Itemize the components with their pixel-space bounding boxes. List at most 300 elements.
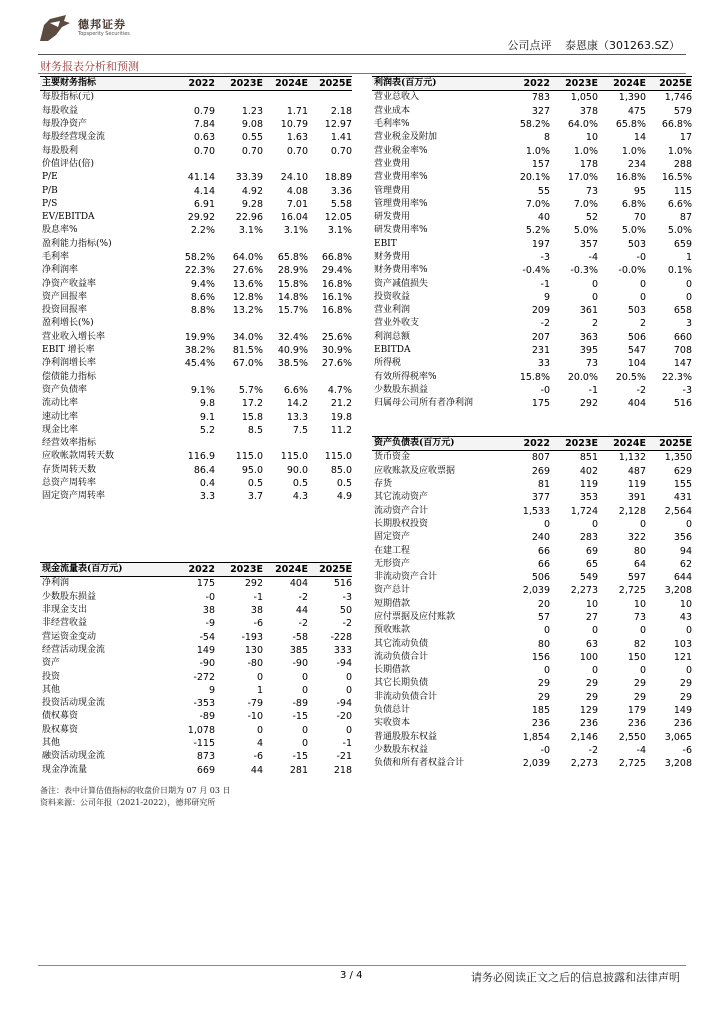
row-value: 29 [585, 691, 598, 703]
row-value: -20 [336, 711, 352, 723]
row-value: -10 [247, 711, 263, 723]
row-value: 28.9% [277, 265, 308, 277]
table-row [40, 577, 352, 591]
row-value: 10 [585, 598, 598, 610]
row-value [215, 238, 263, 251]
table-header-row [40, 77, 352, 91]
row-label: 归属母公司所有者净利润 [374, 398, 474, 409]
row-value: 43 [679, 612, 692, 623]
financial-indicators-table [40, 76, 352, 504]
row-value: 0.1% [667, 265, 692, 277]
row-value: 218 [333, 764, 352, 776]
row-value: -90 [199, 658, 215, 670]
row-value: 333 [333, 644, 352, 656]
row-label: 净利润率 [42, 265, 79, 276]
row-value: 1 [256, 684, 263, 696]
row-value: 660 [673, 331, 692, 343]
row-value: 402 [579, 465, 598, 477]
row-value: 0 [256, 671, 263, 683]
row-value: 29 [679, 678, 692, 690]
row-value: 4 [256, 738, 263, 749]
row-label: 营业税金及附加 [374, 132, 438, 143]
row-value: 41.14 [187, 172, 215, 184]
row-value [263, 371, 308, 384]
row-value: 503 [627, 238, 646, 250]
row-value: 1.0% [621, 145, 646, 157]
row-label: 负债和所有者权益合计 [374, 758, 465, 769]
row-value: 70 [633, 212, 646, 224]
row-value: 29 [537, 678, 550, 690]
row-value: 0 [591, 278, 598, 290]
table-row [372, 651, 692, 664]
row-value: 5.7% [238, 384, 263, 396]
row-value: 44 [295, 605, 308, 617]
table-row [372, 331, 692, 344]
income-statement-table [372, 76, 692, 410]
year-header: 2023E [215, 77, 263, 91]
row-value: 3 [685, 318, 692, 330]
table-row [40, 410, 352, 423]
row-value: -0 [540, 384, 550, 396]
row-value: 34.0% [232, 331, 263, 343]
table-row [372, 504, 692, 517]
row-value: 87 [679, 212, 692, 224]
row-value: 363 [579, 331, 598, 343]
row-value: 197 [531, 238, 550, 250]
table-row [40, 171, 352, 184]
row-label: 实收资本 [374, 718, 411, 729]
row-label: 财务费用 [374, 252, 411, 262]
row-value: 391 [627, 492, 646, 504]
row-value: 27 [585, 612, 598, 623]
table-row [372, 264, 692, 277]
row-value: 4.08 [286, 185, 308, 197]
row-value: 103 [673, 638, 692, 650]
row-value: 2,725 [618, 585, 646, 597]
row-value [215, 317, 263, 330]
row-value: 506 [531, 572, 550, 584]
row-label: 每股收益 [42, 105, 79, 116]
table-row [372, 211, 692, 224]
row-value: 115.0 [235, 451, 263, 463]
row-label: 资产减值损失 [374, 278, 429, 289]
section-title: 财务报表分析和预测 [40, 60, 139, 73]
row-label: 偿债能力指标 [42, 371, 97, 382]
row-value: 69 [585, 545, 598, 557]
row-value: 327 [531, 105, 550, 117]
row-value: 44 [250, 764, 263, 776]
row-value: 58.2% [519, 119, 550, 131]
row-value: 0.5 [292, 478, 308, 490]
year-header: 2024E [263, 563, 308, 577]
row-value: 209 [531, 305, 550, 317]
row-value: 292 [244, 578, 263, 590]
table-row [40, 277, 352, 290]
row-value: -1 [540, 278, 550, 290]
table-row [372, 291, 692, 304]
table-notes [40, 785, 231, 809]
row-value: 1,724 [570, 505, 598, 517]
row-label: 预收账款 [374, 625, 411, 636]
table-row [372, 171, 692, 184]
row-value: 2 [591, 318, 598, 330]
row-label: EBITDA [374, 345, 411, 356]
row-value: 0 [345, 684, 352, 696]
row-label: 非流动负债合计 [374, 691, 438, 702]
row-value: 12.05 [324, 212, 352, 224]
row-value: 65.8% [615, 119, 646, 131]
row-value: 357 [579, 238, 598, 250]
row-value: 0 [685, 665, 692, 677]
row-value: 487 [627, 465, 646, 477]
row-value: 81 [537, 479, 550, 491]
row-value: -0 [205, 591, 215, 603]
row-value: 8.5 [247, 424, 263, 436]
row-value: 0 [685, 518, 692, 530]
row-value: 27.6% [232, 265, 263, 277]
row-label: 其它流动资产 [374, 492, 429, 503]
row-value: 0 [685, 625, 692, 637]
row-value: 240 [531, 532, 550, 544]
row-value: 86.4 [193, 464, 215, 476]
row-label: 资产回报率 [42, 291, 88, 302]
row-value: 322 [627, 532, 646, 544]
table-row [372, 611, 692, 624]
row-label: 固定资产 [374, 532, 411, 543]
table-row [40, 670, 352, 683]
row-label: 少数股东损益 [374, 384, 429, 395]
row-value [308, 317, 352, 330]
table-row [372, 451, 692, 465]
row-value: 64.0% [567, 119, 598, 131]
row-value: 24.10 [280, 172, 308, 184]
row-value: 1,390 [618, 92, 646, 104]
row-value: 38.2% [184, 345, 215, 357]
table-row [40, 264, 352, 277]
row-value: 353 [579, 492, 598, 504]
table-row [40, 238, 352, 251]
row-value: 516 [673, 398, 692, 410]
row-value [308, 437, 352, 450]
row-value: 1.71 [286, 105, 308, 117]
footer-divider [38, 965, 686, 966]
table-row [40, 144, 352, 157]
row-label: 少数股东损益 [42, 591, 97, 602]
row-value: 404 [289, 578, 308, 590]
row-value: 2,564 [664, 505, 692, 517]
table-row [40, 710, 352, 723]
row-value: -0 [540, 744, 550, 756]
row-value: 178 [579, 158, 598, 170]
row-value: 0.5 [247, 478, 263, 490]
row-label: 固定资产周转率 [42, 491, 106, 502]
company-name: 泰恩康（301263.SZ） [564, 39, 680, 52]
row-value: 121 [673, 651, 692, 663]
row-value: 16.1% [321, 291, 352, 303]
row-value: -94 [336, 658, 352, 670]
row-label: 营业费用 [374, 158, 411, 169]
row-value: 669 [196, 764, 215, 776]
table-row [372, 518, 692, 531]
table-row [40, 131, 352, 144]
row-value: 16.8% [321, 278, 352, 290]
table-row [372, 344, 692, 357]
row-value: 0.79 [193, 105, 215, 117]
row-value: 15.8% [277, 278, 308, 290]
row-value: 129 [579, 705, 598, 717]
row-value: 95.0 [241, 464, 263, 476]
table-row [40, 198, 352, 211]
row-value: 14.8% [277, 291, 308, 303]
row-value: 3.36 [330, 185, 352, 197]
row-value: 0 [591, 665, 598, 677]
table-row [40, 184, 352, 197]
row-value: -353 [193, 698, 215, 710]
row-value: 12.8% [232, 291, 263, 303]
row-value: 516 [333, 578, 352, 590]
row-value: 62 [679, 558, 692, 570]
row-label: 速动比率 [42, 411, 79, 422]
table-header-row [40, 563, 352, 577]
row-value [263, 437, 308, 450]
table-row [372, 304, 692, 317]
table-title: 资产负债表(百万元) [372, 437, 496, 451]
remark-note: 备注：表中计算估值指标的收盘价日期为 07 月 03 日 [40, 786, 231, 795]
row-value: 5.0% [667, 225, 692, 237]
row-label: 现金净流量 [42, 764, 88, 775]
row-value: 281 [289, 764, 308, 776]
row-value: 207 [531, 331, 550, 343]
table-row [40, 91, 352, 105]
row-value [160, 238, 215, 251]
row-label: 盈利能力指标(%) [42, 238, 112, 249]
row-value: 6.8% [621, 198, 646, 210]
row-label: EBIT [374, 238, 397, 249]
row-value: -272 [193, 671, 215, 683]
row-value [215, 371, 263, 384]
table-row [40, 604, 352, 617]
row-value: 15.8% [519, 371, 550, 383]
row-value: 0 [591, 518, 598, 530]
row-label: 资产负债率 [42, 384, 88, 395]
table-row [40, 397, 352, 410]
row-value: 629 [673, 465, 692, 477]
row-value: 9.1% [190, 384, 215, 396]
row-value: 13.6% [232, 278, 263, 290]
row-value: 0 [639, 625, 646, 637]
row-value: 157 [531, 158, 550, 170]
row-label: 净资产收益率 [42, 278, 97, 289]
company-logo [38, 13, 138, 45]
table-row [372, 691, 692, 704]
row-value: 55 [537, 185, 550, 197]
row-label: 存货 [374, 479, 393, 490]
row-value: -6 [253, 618, 263, 630]
row-label: 每股股利 [42, 145, 79, 156]
row-value: 22.96 [235, 212, 263, 224]
row-value: 66.8% [321, 252, 352, 263]
table-row [40, 464, 352, 477]
row-value: 119 [579, 479, 598, 491]
row-label: 资产 [42, 658, 61, 669]
balance-sheet-table [372, 436, 692, 770]
row-value: 94 [679, 545, 692, 557]
table-title: 主要财务指标 [40, 77, 160, 91]
table-row [372, 704, 692, 717]
row-value: 269 [531, 465, 550, 477]
row-value [263, 238, 308, 251]
row-label: 总资产周转率 [42, 478, 97, 489]
year-header: 2024E [263, 77, 308, 91]
row-value: 3.1% [327, 225, 352, 237]
table-row [40, 291, 352, 304]
row-value: 0 [639, 665, 646, 677]
row-value: 2,273 [570, 585, 598, 597]
row-value: 66 [537, 558, 550, 570]
row-value: 659 [673, 238, 692, 250]
row-value: -0 [636, 252, 646, 263]
row-value: 4.9 [336, 491, 352, 503]
row-value: 20.1% [519, 172, 550, 184]
row-value: 3.7 [247, 491, 263, 503]
row-value: 29.4% [321, 265, 352, 277]
row-label: 长期借款 [374, 665, 411, 676]
row-value: 20 [537, 598, 550, 610]
row-label: 净利润增长率 [42, 358, 97, 369]
row-value: 16.8% [321, 305, 352, 317]
row-value: 179 [627, 705, 646, 717]
year-header: 2025E [646, 77, 692, 91]
row-value: 0 [639, 278, 646, 290]
row-value: -90 [292, 658, 308, 670]
row-label: 管理费用率% [374, 198, 428, 209]
row-value: 579 [673, 105, 692, 117]
row-label: 净利润 [42, 578, 70, 589]
row-value: 27.6% [321, 358, 352, 370]
row-value [308, 91, 352, 105]
row-label: 无形资产 [374, 558, 411, 569]
row-value: 2,128 [618, 505, 646, 517]
row-value: 1.41 [330, 132, 352, 144]
row-value: -3 [540, 252, 550, 263]
table-title: 现金流量表(百万元) [40, 563, 160, 577]
bull-logo-icon [38, 13, 72, 43]
table-row [40, 644, 352, 657]
row-value: 147 [673, 358, 692, 370]
row-label: 有效所得税率% [374, 371, 437, 382]
row-value: 52 [585, 212, 598, 224]
row-value: 12.97 [324, 119, 352, 131]
row-label: 营业费用率% [374, 172, 428, 183]
year-header: 2022 [160, 77, 215, 91]
row-value: 38 [202, 605, 215, 617]
row-value: 0 [345, 671, 352, 683]
row-value: 17.0% [567, 172, 598, 184]
row-value: 29 [537, 691, 550, 703]
row-value: 288 [673, 158, 692, 170]
table-row [372, 571, 692, 584]
row-label: 在建工程 [374, 545, 411, 556]
row-value: 63 [585, 638, 598, 650]
row-label: 短期借款 [374, 598, 411, 609]
row-value: -193 [241, 631, 263, 643]
row-value: 0 [639, 291, 646, 303]
row-value: -2 [636, 384, 646, 396]
row-value: 0.63 [193, 132, 215, 144]
table-row [40, 750, 352, 763]
row-value: 783 [531, 92, 550, 104]
row-value: 283 [579, 532, 598, 544]
row-value: 11.2 [330, 424, 352, 436]
row-value [160, 158, 215, 171]
row-value: 644 [673, 572, 692, 584]
row-value: 1,533 [522, 505, 550, 517]
row-value: 8.8% [190, 305, 215, 317]
row-label: 投资 [42, 671, 61, 682]
row-value: 395 [579, 345, 598, 357]
table-row [40, 251, 352, 264]
row-value: 2,146 [570, 731, 598, 743]
row-value: 0 [301, 684, 308, 696]
year-header: 2025E [308, 77, 352, 91]
row-label: 长期股权投资 [374, 518, 429, 529]
row-value: 21.2 [330, 398, 352, 410]
row-value: 175 [531, 398, 550, 410]
row-label: 营业收入增长率 [42, 331, 106, 342]
table-row [372, 491, 692, 504]
row-value: -80 [247, 658, 263, 670]
row-value: -4 [588, 252, 598, 263]
row-value [215, 437, 263, 450]
row-value: 2,039 [522, 585, 550, 597]
row-value: 100 [579, 651, 598, 663]
report-header [497, 37, 680, 53]
row-value: -6 [682, 744, 692, 756]
row-label: 经营效率指标 [42, 438, 97, 449]
row-value: 385 [289, 644, 308, 656]
row-value: 73 [585, 358, 598, 370]
table-row [40, 437, 352, 450]
table-row [40, 697, 352, 710]
row-value [308, 158, 352, 171]
row-value: 40 [537, 212, 550, 224]
row-label: 债权募资 [42, 711, 79, 722]
row-value: 185 [531, 705, 550, 717]
row-label: 资产总计 [374, 585, 411, 596]
year-header: 2023E [215, 563, 263, 577]
row-label: 其他 [42, 738, 61, 748]
row-value: 80 [537, 638, 550, 650]
row-value: -4 [636, 744, 646, 756]
table-row [40, 763, 352, 776]
row-value: 30.9% [321, 345, 352, 357]
table-row [40, 724, 352, 737]
table-header-row [372, 437, 692, 451]
row-value: 65.8% [277, 252, 308, 263]
row-value: 7.01 [286, 198, 308, 210]
row-value: 16.04 [280, 212, 308, 224]
row-value: 119 [627, 479, 646, 491]
row-value: 155 [673, 479, 692, 491]
row-label: P/B [42, 185, 58, 196]
row-value: 1.23 [241, 105, 263, 117]
table-row [372, 238, 692, 251]
year-header: 2023E [550, 437, 598, 451]
row-value: 6.6% [667, 198, 692, 210]
row-value: 73 [633, 612, 646, 623]
row-value: 10 [679, 598, 692, 610]
row-value: 3.1% [238, 225, 263, 237]
